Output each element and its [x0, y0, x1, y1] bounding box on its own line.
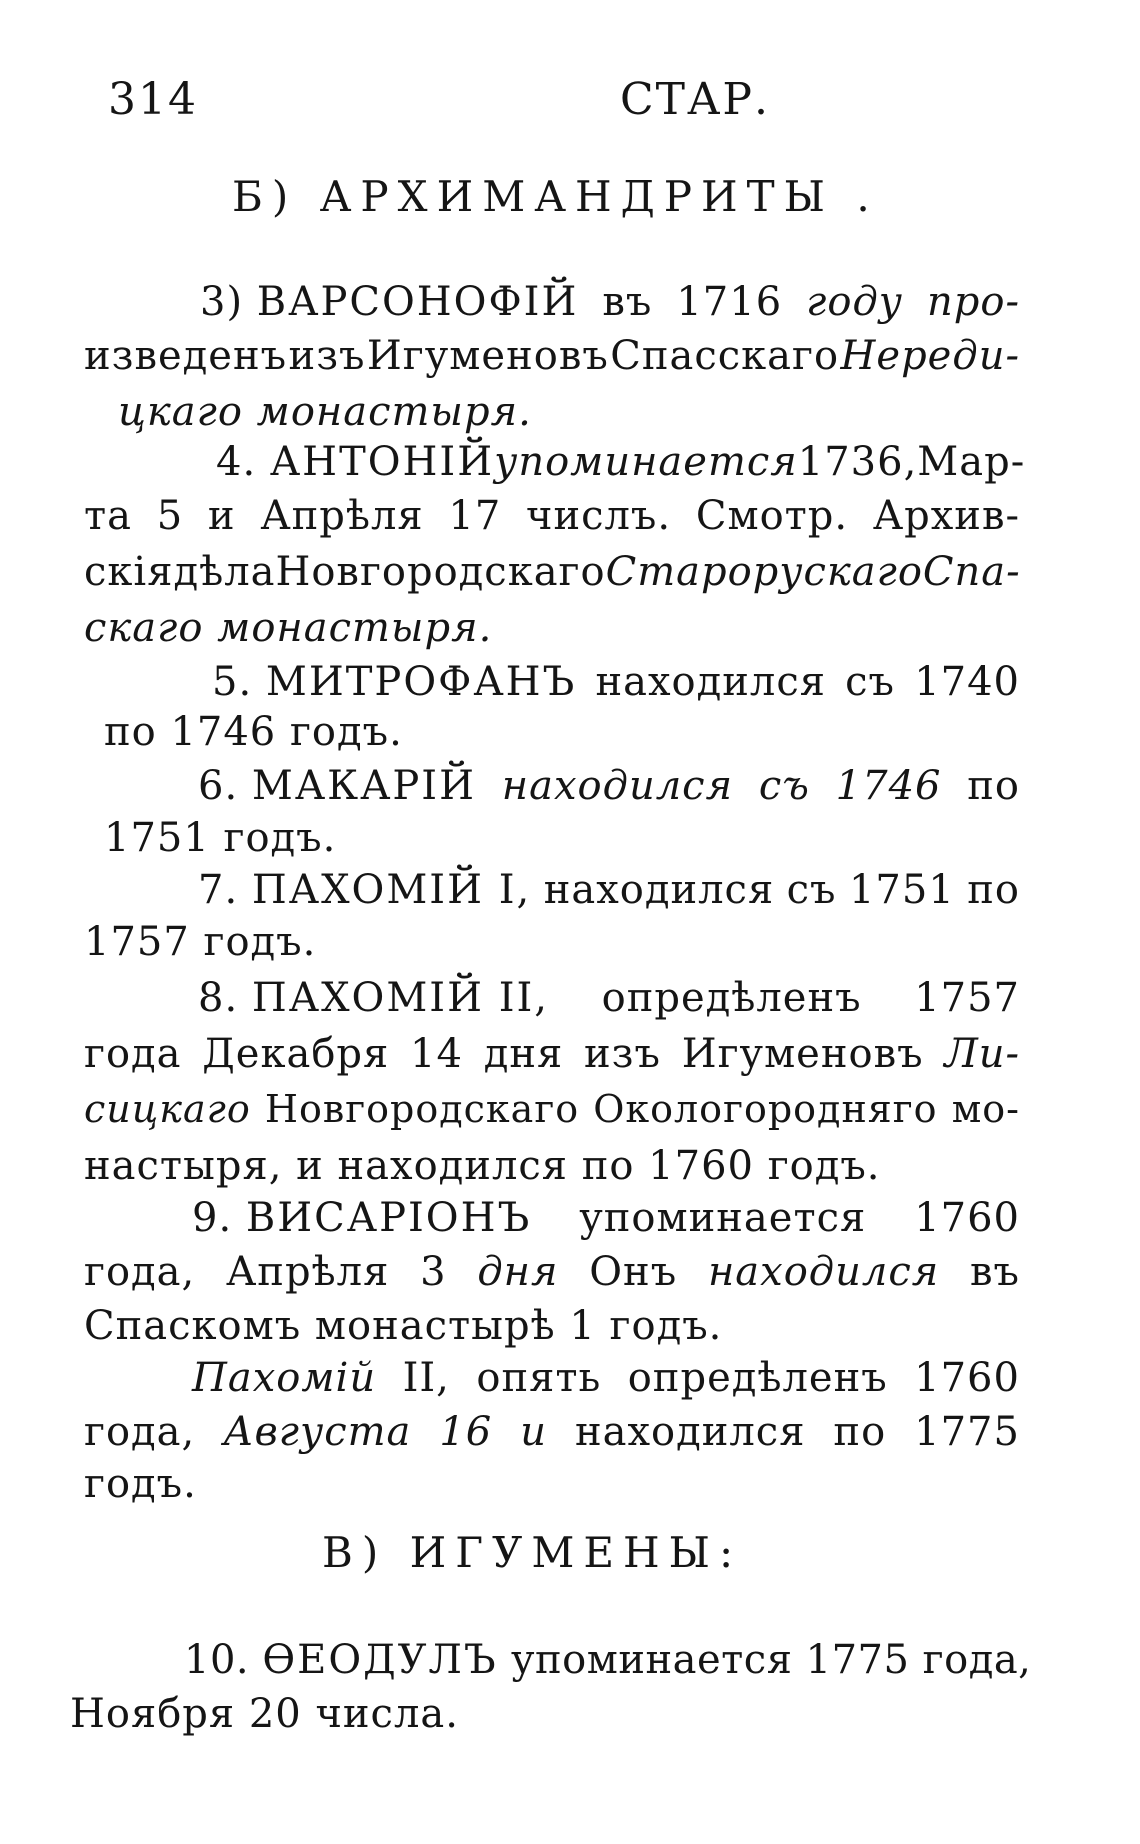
entry-4-line-1: 4. АНТОНІЙ упоминается 1736, Мар-: [216, 439, 1026, 485]
entry-5-line-1: 5. МИТРОФАНЪ находился съ 1740: [212, 659, 1020, 705]
entry-9-line-1: 9. ВИСАРІОНЪ упоминается 1760: [192, 1195, 1020, 1241]
entry-9b-line-3: годъ.: [84, 1461, 197, 1507]
entry-9-line-3: Спаскомъ монастырѣ 1 годъ.: [84, 1303, 723, 1349]
entry-10-line-2: Ноября 20 числа.: [70, 1691, 459, 1737]
entry-9-line-2: года, Апрѣля 3 дня Онъ находился въ: [84, 1249, 1020, 1295]
entry-5-line-2: по 1746 годъ.: [104, 709, 403, 755]
entry-6-line-1: 6. МАКАРІЙ находился съ 1746 по: [198, 763, 1020, 809]
entry-3-line-1: 3) ВАРСОНОФІЙ въ 1716 году про-: [200, 279, 1020, 325]
entry-4-line-2: та 5 и Апрѣля 17 числъ. Смотр. Архив-: [84, 493, 1020, 539]
entry-3-line-3: цкаго монастыря.: [118, 389, 532, 435]
entry-3-line-2: изведенъ изъ Игуменовъ Спасскаго Нереди-: [84, 333, 1020, 379]
section-heading-archimandrites: Б) АРХИМАНДРИТЫ .: [232, 172, 879, 221]
entry-8-line-1: 8. ПАХОМІЙ II, опредѣленъ 1757: [198, 975, 1020, 1021]
entry-9b-line-2: года, Августа 16 и находился по 1775: [84, 1409, 1020, 1455]
entry-4-line-4: скаго монастыря.: [84, 605, 493, 651]
entry-9b-line-1: Пахомій II, опять опредѣленъ 1760: [192, 1355, 1020, 1401]
entry-7-line-1: 7. ПАХОМІЙ I, находился съ 1751 по: [198, 867, 1020, 913]
entry-4-line-3: скія дѣла Новгородскаго Старорускаго Спа-: [84, 549, 1021, 595]
entry-number: 3): [200, 279, 244, 325]
entry-name: ВАРСОНОФІЙ: [256, 279, 579, 325]
page-number: 314: [108, 74, 198, 125]
entry-7-line-2: 1757 годъ.: [84, 919, 317, 965]
entry-10-line-1: 10. ѲЕОДУЛЪ упоминается 1775 года,: [184, 1637, 1032, 1683]
running-title: СТАР.: [620, 74, 770, 125]
section-heading-hegumens: В) ИГУМЕНЫ:: [322, 1528, 743, 1577]
entry-8-line-2: года Декабря 14 дня изъ Игуменовъ Ли-: [84, 1031, 1020, 1077]
entry-6-line-2: 1751 годъ.: [104, 815, 337, 861]
entry-8-line-4: настыря, и находился по 1760 годъ.: [84, 1143, 881, 1189]
entry-8-line-3: сицкаго Новгородскаго Окологородняго мо-: [84, 1087, 1020, 1131]
